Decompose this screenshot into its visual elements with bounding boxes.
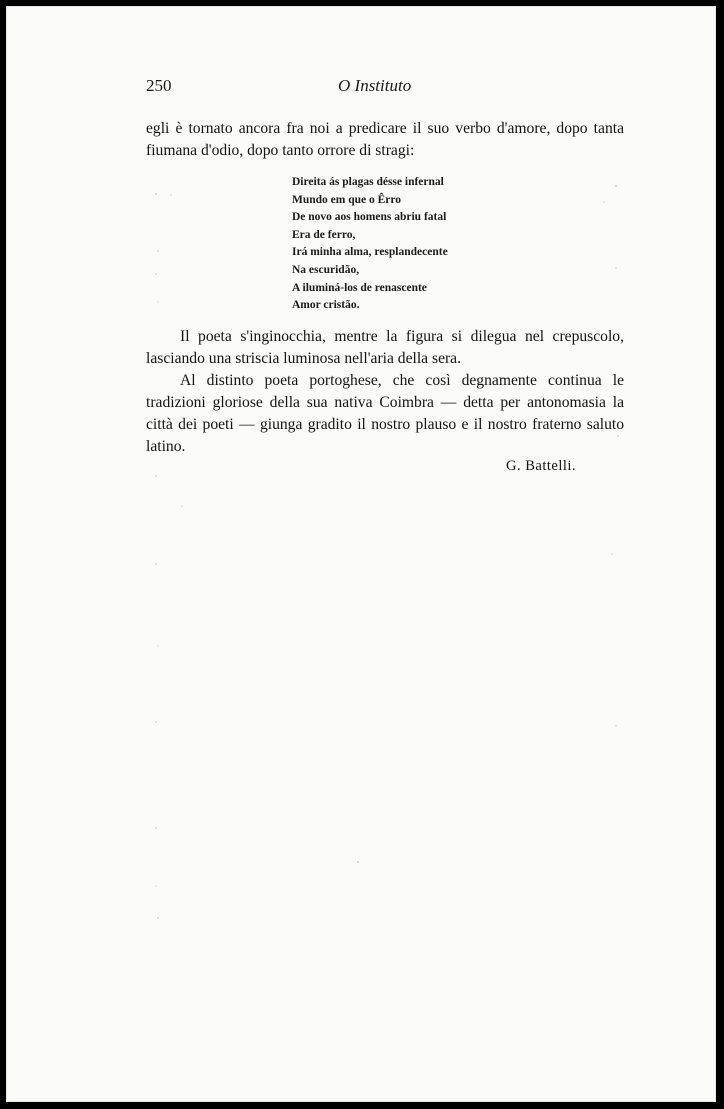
poem-line: Direita ás plagas désse infernal <box>292 176 444 188</box>
poem-line: De novo aos homens abriu fatal <box>292 211 447 224</box>
poem-line: Irá minha alma, resplandecente <box>292 246 448 259</box>
intro-paragraph: egli è tornato ancora fra noi a predicare il suo verbo d'amore, dopo tanta fiumana d'odio, dopo tanto orrore di stragi: <box>146 120 624 159</box>
page-number: 250 <box>146 76 172 95</box>
poem-line: Era de ferro, <box>292 228 356 241</box>
page <box>6 6 716 1102</box>
poem-line: A iluminá-los de renascente <box>292 281 427 294</box>
body-paragraph: Il poeta s'inginocchia, mentre la figura si dilegua nel crepuscolo, lasciando una striscia luminosa nell'aria della sera. <box>146 328 624 367</box>
poem-line: Amor cristão. <box>292 299 360 312</box>
poem-line: Na escuridão, <box>292 263 360 276</box>
body-paragraph: Al distinto poeta portoghese, che così degnamente continua le tradizioni gloriose della sua nativa Coimbra — detta per antonomasia la città dei poeti — giunga gradito il nostro plauso e il nostro fraterno saluto latino. <box>146 372 624 455</box>
author-signature: G. Battelli. <box>506 458 577 474</box>
paper-bleed-through-texture <box>6 6 716 1102</box>
poem-line: Mundo em que o Êrro <box>292 193 402 206</box>
journal-title: O Instituto <box>338 76 412 95</box>
